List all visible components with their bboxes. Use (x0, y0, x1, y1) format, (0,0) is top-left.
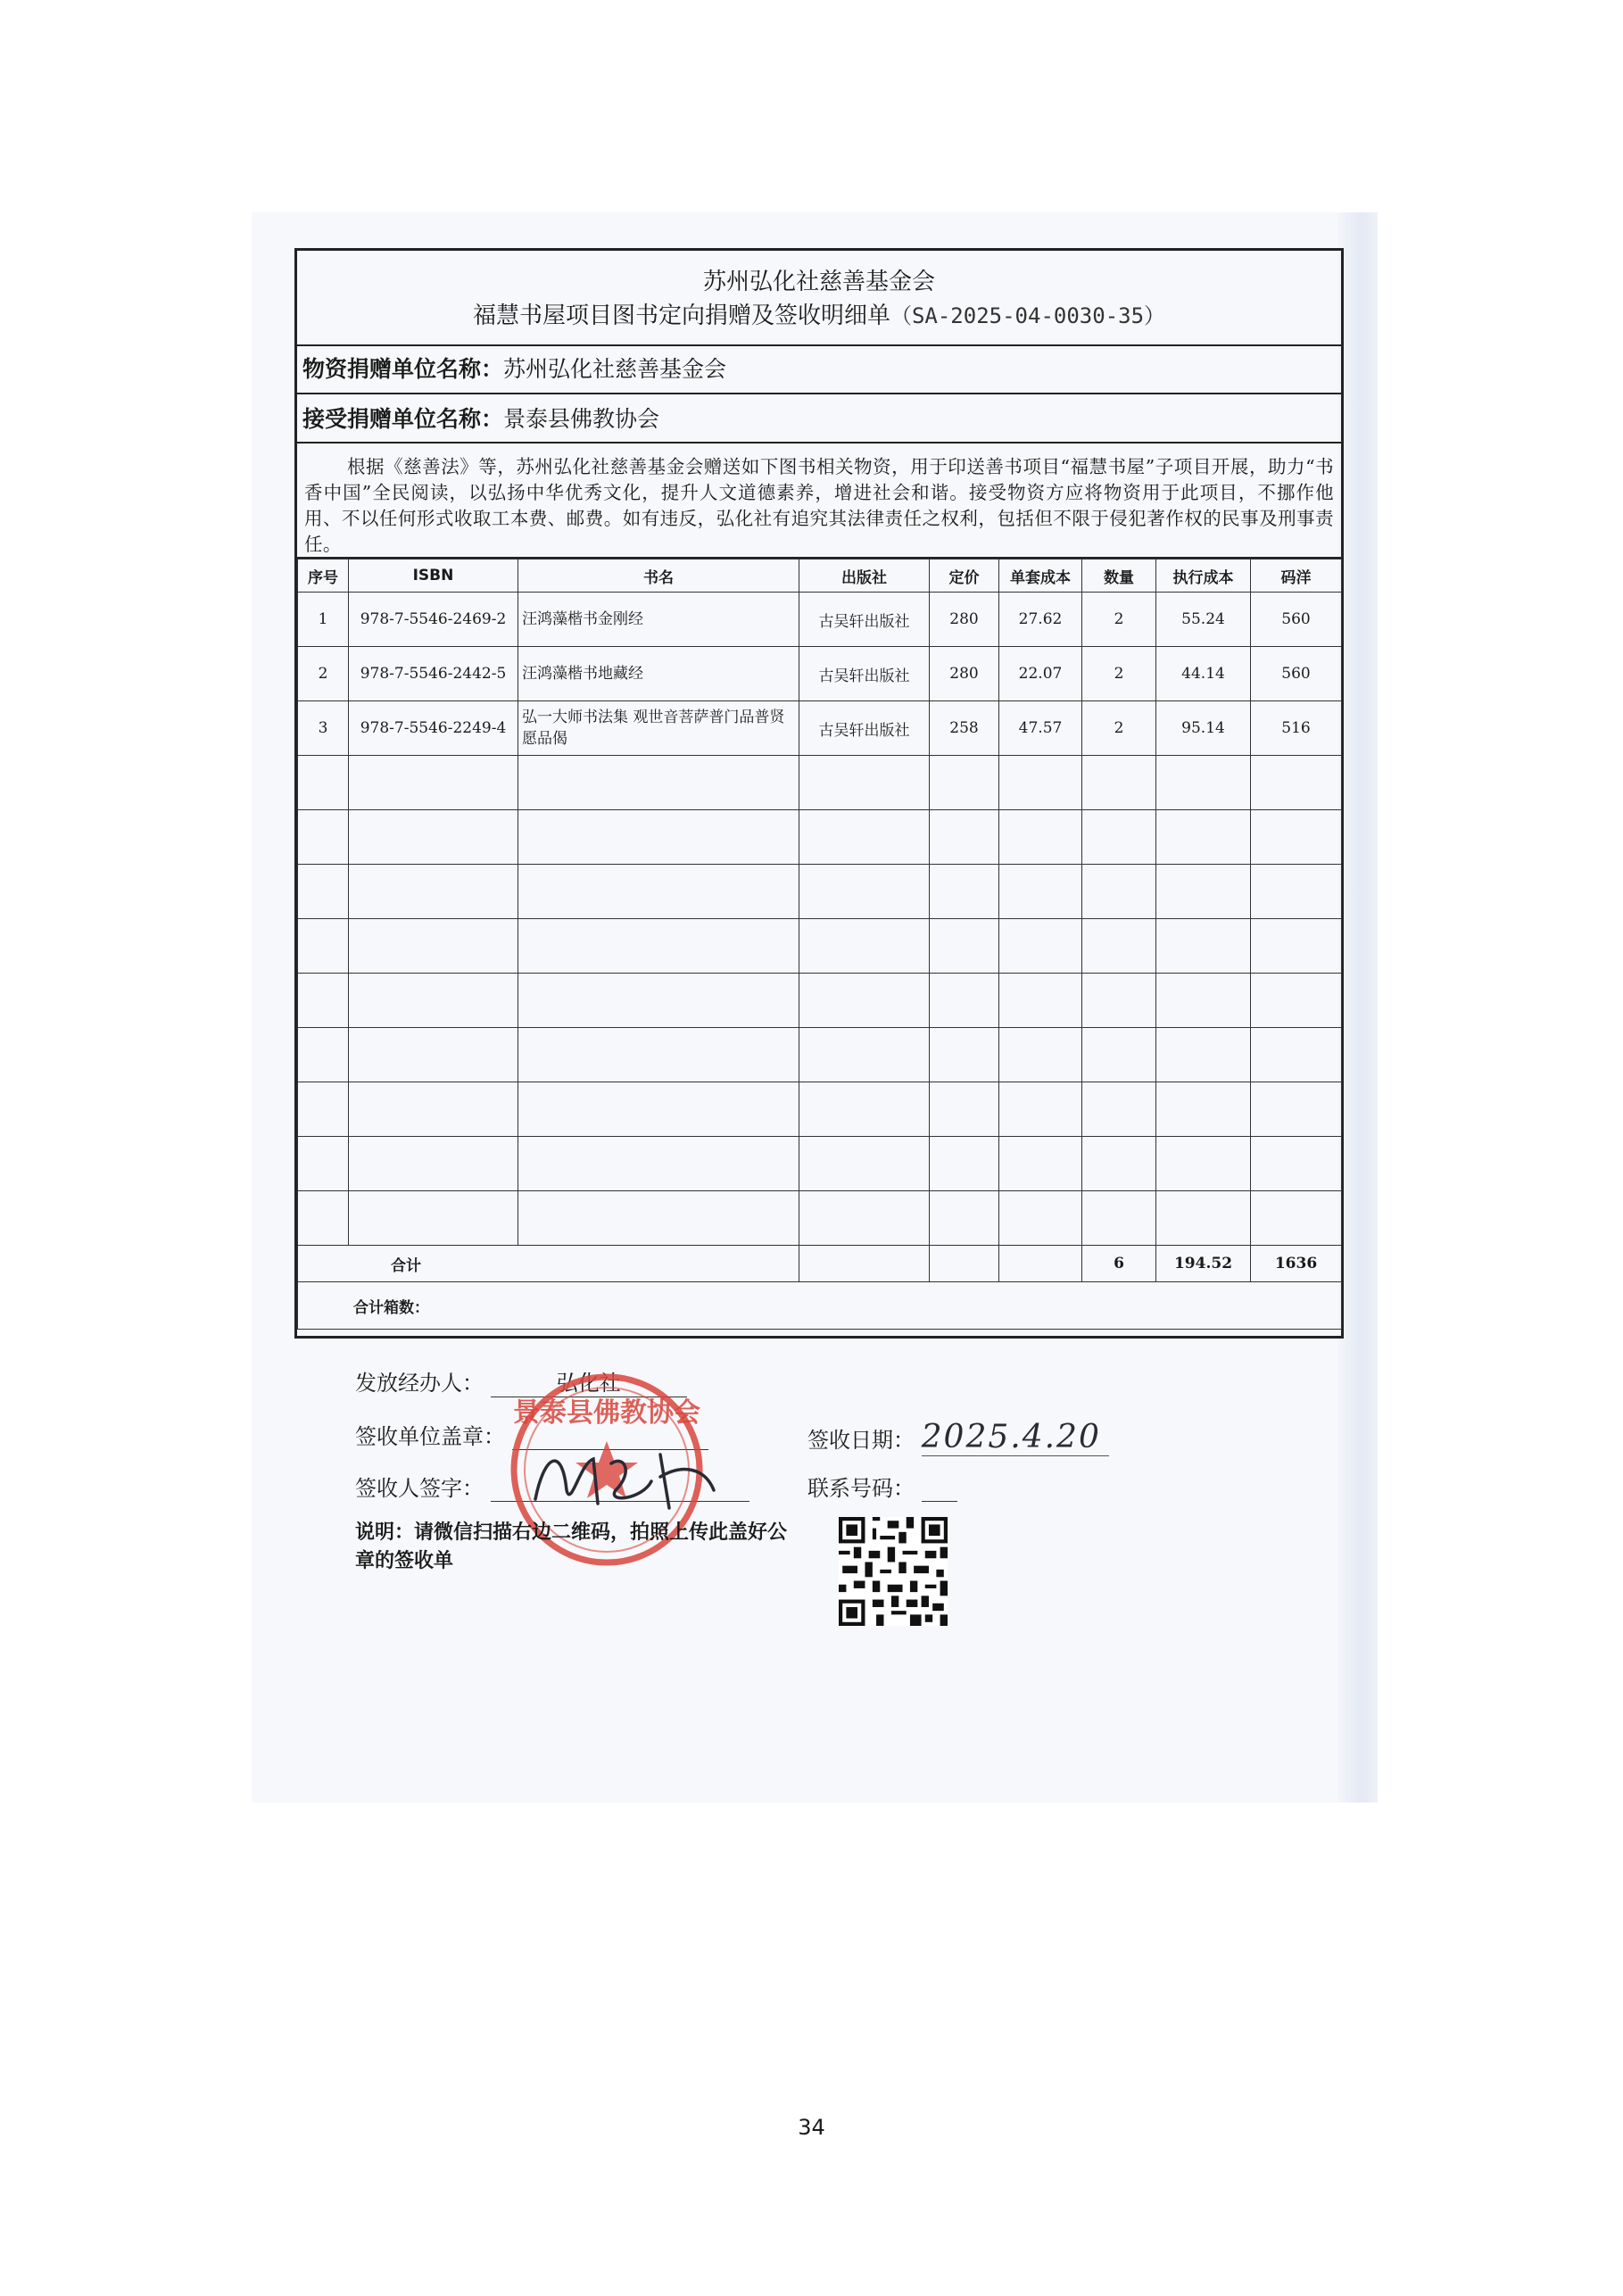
cell-title: 汪鸿藻楷书金刚经 (518, 593, 799, 647)
cell-isbn: 978-7-5546-2469-2 (349, 593, 518, 647)
donor-value: 苏州弘化社慈善基金会 (503, 356, 727, 382)
table-header-row (298, 559, 1342, 593)
total-label: 合计 (298, 1246, 799, 1282)
total-list-value: 1636 (1251, 1246, 1342, 1282)
cell-exec-cost: 95.14 (1156, 701, 1251, 756)
seal-text: 景泰县佛教协会 (513, 1397, 700, 1429)
cell-unit-cost: 47.57 (999, 701, 1082, 756)
cell-exec-cost: 44.14 (1156, 647, 1251, 701)
instruction-note: 说明：请微信扫描右边二维码，拍照上传此盖好公章的签收单 (355, 1521, 788, 1572)
cell-list-value: 560 (1251, 647, 1342, 701)
handwritten-signature (526, 1437, 723, 1517)
recipient-row (297, 394, 1341, 443)
cell-isbn: 978-7-5546-2249-4 (349, 701, 518, 756)
box-count-row (298, 1282, 1342, 1330)
signer-label: 签收人签字： (355, 1476, 484, 1501)
phone-field (807, 1471, 957, 1502)
cell-unit-cost: 22.07 (999, 647, 1082, 701)
table-row (298, 647, 1342, 701)
recipient-label: 接受捐赠单位名称： (302, 406, 504, 432)
donor-row (297, 344, 1341, 394)
date-field (807, 1419, 1109, 1456)
page-number: 34 (798, 2115, 825, 2140)
empty-row (298, 865, 1342, 919)
issuer-label: 发放经办人： (355, 1371, 484, 1396)
col-header-list-value: 码洋 (1251, 559, 1342, 593)
issuer-value: 弘化社 (491, 1365, 687, 1397)
phone-label: 联系号码： (807, 1476, 915, 1501)
form-header (297, 251, 1341, 346)
col-header-isbn: ISBN (349, 559, 518, 593)
col-header-unit-cost: 单套成本 (999, 559, 1082, 593)
cell-list-value: 560 (1251, 593, 1342, 647)
form-title: 福慧书屋项目图书定向捐赠及签收明细单（SA-2025-04-0030-35） (472, 303, 1166, 329)
cell-title: 弘一大师书法集 观世音菩萨普门品普贤愿品偈 (518, 701, 799, 756)
donor-label: 物资捐赠单位名称： (302, 356, 504, 382)
cell-publisher: 古吴轩出版社 (799, 647, 930, 701)
col-header-exec-cost: 执行成本 (1156, 559, 1251, 593)
doc-code: （SA-2025-04-0030-35） (890, 303, 1166, 328)
col-header-qty: 数量 (1082, 559, 1156, 593)
empty-row (298, 1028, 1342, 1082)
items-table (297, 559, 1342, 1330)
seal-label: 签收单位盖章： (355, 1424, 505, 1449)
col-header-no: 序号 (298, 559, 349, 593)
recipient-value: 景泰县佛教协会 (503, 406, 660, 432)
legal-statement: 根据《慈善法》等，苏州弘化社慈善基金会赠送如下图书相关物资，用于印送善书项目“福慧书屋”子项目开展，助力“书香中国”全民阅读，以弘扬中华优秀文化，提升人文道德素养，增进社会和谐。接受物资方应将物资用于此项目，不挪作他用、不以任何形式收取工本费、邮费。如有违反，弘化社有追究其法律责任之权利，包括但不限于侵犯著作权的民事及刑事责任。 (297, 443, 1341, 559)
empty-row (298, 1137, 1342, 1191)
empty-row (298, 810, 1342, 865)
cell-title: 汪鸿藻楷书地藏经 (518, 647, 799, 701)
cell-price: 258 (930, 701, 999, 756)
org-title: 苏州弘化社慈善基金会 (702, 269, 935, 295)
donation-form (294, 248, 1344, 1339)
cell-publisher: 古吴轩出版社 (799, 593, 930, 647)
date-label: 签收日期： (807, 1428, 915, 1453)
cell-publisher: 古吴轩出版社 (799, 701, 930, 756)
empty-row (298, 756, 1342, 810)
cell-no: 2 (298, 647, 349, 701)
total-exec-cost: 194.52 (1156, 1246, 1251, 1282)
cell-isbn: 978-7-5546-2442-5 (349, 647, 518, 701)
cell-unit-cost: 27.62 (999, 593, 1082, 647)
empty-row (298, 919, 1342, 974)
cell-price: 280 (930, 593, 999, 647)
cell-no: 3 (298, 701, 349, 756)
col-header-publisher: 出版社 (799, 559, 930, 593)
cell-qty: 2 (1082, 701, 1156, 756)
cell-price: 280 (930, 647, 999, 701)
cell-exec-cost: 55.24 (1156, 593, 1251, 647)
table-row (298, 593, 1342, 647)
empty-row (298, 974, 1342, 1028)
empty-row (298, 1191, 1342, 1246)
scan-shadow-edge (1338, 212, 1378, 1803)
cell-list-value: 516 (1251, 701, 1342, 756)
empty-row (298, 1082, 1342, 1137)
total-row (298, 1246, 1342, 1282)
total-qty: 6 (1082, 1246, 1156, 1282)
cell-no: 1 (298, 593, 349, 647)
cell-qty: 2 (1082, 647, 1156, 701)
table-row (298, 701, 1342, 756)
date-value: 2025.4.20 (922, 1419, 1109, 1456)
cell-qty: 2 (1082, 593, 1156, 647)
qr-code-icon[interactable] (839, 1517, 948, 1626)
box-count-label: 合计箱数： (298, 1282, 1342, 1330)
col-header-price: 定价 (930, 559, 999, 593)
col-header-title: 书名 (518, 559, 799, 593)
